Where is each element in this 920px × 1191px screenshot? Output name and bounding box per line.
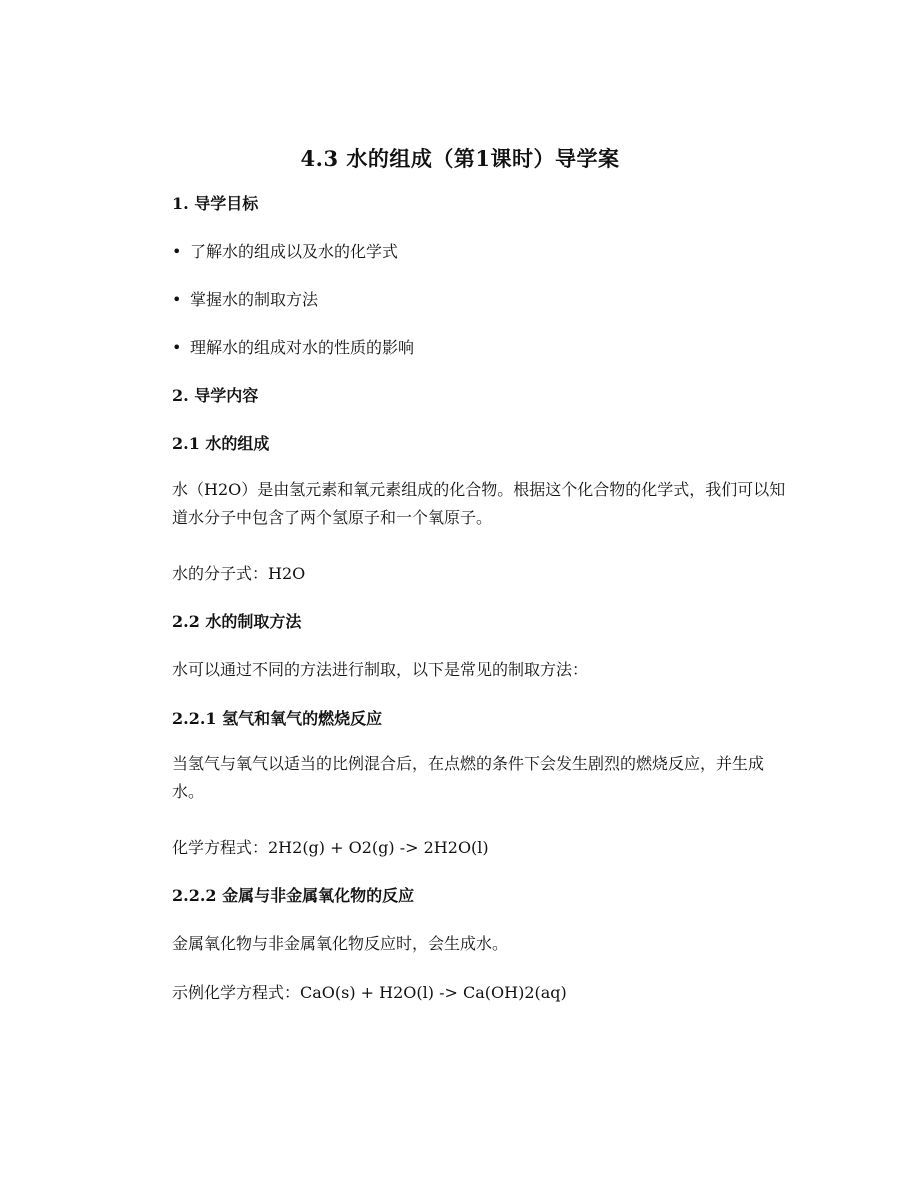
heading-1: 1. 导学目标: [172, 194, 259, 213]
document-title: 4.3 水的组成（第1课时）导学案: [300, 146, 620, 171]
goal-text: 了解水的组成以及水的化学式: [190, 242, 399, 261]
bullet-icon: •: [172, 242, 182, 261]
paragraph-2-2: 水可以通过不同的方法进行制取，以下是常见的制取方法：: [172, 660, 589, 679]
bullet-icon: •: [172, 290, 182, 309]
heading-2-2-2: 2.2.2 金属与非金属氧化物的反应: [172, 886, 415, 905]
paragraph-2-1: 水（H2O）是由氢元素和氧元素组成的化合物。根据这个化合物的化学式，我们可以知道水分子中包含了两个氢原子和一个氧原子。: [172, 480, 786, 527]
goal-item: [172, 287, 318, 310]
bullet-icon: •: [172, 338, 182, 357]
paragraph-2-2-1: 当氢气与氧气以适当的比例混合后，在点燃的条件下会发生剧烈的燃烧反应，并生成水。: [172, 754, 765, 801]
heading-2: 2. 导学内容: [172, 386, 259, 405]
goal-text: 理解水的组成对水的性质的影响: [190, 338, 415, 357]
goal-item: [172, 335, 414, 358]
paragraph-2-2-2: 金属氧化物与非金属氧化物反应时，会生成水。: [172, 934, 509, 953]
equation-2-2-2: 示例化学方程式：CaO(s) + H2O(l) -> Ca(OH)2(aq): [172, 983, 567, 1002]
heading-2-2: 2.2 水的制取方法: [172, 612, 302, 631]
goal-item: [172, 239, 398, 262]
heading-2-2-1: 2.2.1 氢气和氧气的燃烧反应: [172, 709, 383, 728]
goal-text: 掌握水的制取方法: [190, 290, 319, 309]
equation-2-2-1: 化学方程式：2H2(g) + O2(g) -> 2H2O(l): [172, 838, 489, 857]
heading-2-1: 2.1 水的组成: [172, 434, 270, 453]
molecular-formula: 水的分子式：H2O: [172, 564, 306, 583]
